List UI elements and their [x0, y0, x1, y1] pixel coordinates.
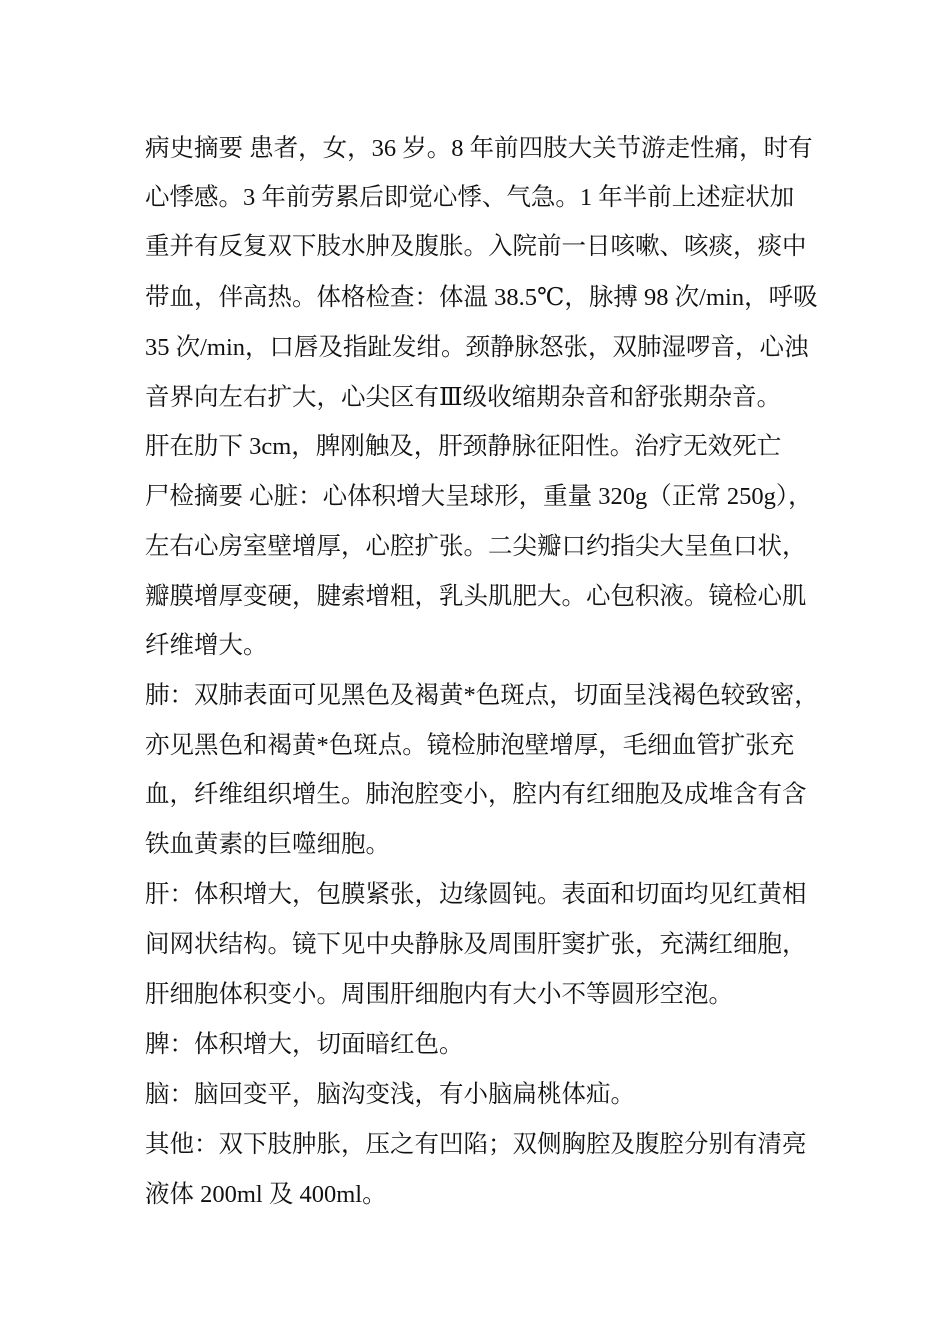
text-line: 瓣膜增厚变硬，腱索增粗，乳头肌肥大。心包积液。镜检心肌 [145, 583, 807, 610]
text-line: 血，纤维组织增生。肺泡腔变小，腔内有红细胞及成堆含有含 [145, 781, 807, 808]
text-line: 病史摘要 患者，女，36 岁。8 年前四肢大关节游走性痛，时有 [145, 135, 813, 162]
text-line: 左右心房室壁增厚，心腔扩张。二尖瓣口约指尖大呈鱼口状， [145, 533, 807, 560]
text-line: 肝细胞体积变小。周围肝细胞内有大小不等圆形空泡。 [145, 981, 733, 1008]
text-line: 其他：双下肢肿胀，压之有凹陷；双侧胸腔及腹腔分别有清亮 [145, 1131, 807, 1158]
text-line: 肺：双肺表面可见黑色及褐黄*色斑点，切面呈浅褐色较致密， [145, 682, 819, 709]
text-line: 肝在肋下 3cm，脾刚触及，肝颈静脉征阳性。治疗无效死亡 [145, 433, 782, 460]
text-line: 带血，伴高热。体格检查：体温 38.5℃，脉搏 98 次/min，呼吸 [145, 284, 818, 311]
text-line: 35 次/min，口唇及指趾发绀。颈静脉怒张，双肺湿啰音，心浊 [145, 334, 809, 361]
text-line: 音界向左右扩大，心尖区有Ⅲ级收缩期杂音和舒张期杂音。 [145, 384, 782, 411]
text-line: 尸检摘要 心脏：心体积增大呈球形，重量 320g（正常 250g）， [145, 483, 813, 510]
text-line: 脑：脑回变平，脑沟变浅，有小脑扁桃体疝。 [145, 1081, 635, 1108]
text-line: 铁血黄素的巨噬细胞。 [145, 831, 390, 858]
text-line: 纤维增大。 [145, 632, 268, 659]
text-line: 脾：体积增大，切面暗红色。 [145, 1031, 464, 1058]
text-line: 间网状结构。镜下见中央静脉及周围肝窦扩张，充满红细胞， [145, 931, 807, 958]
text-line: 心悸感。3 年前劳累后即觉心悸、气急。1 年半前上述症状加 [145, 184, 795, 211]
text-line: 亦见黑色和褐黄*色斑点。镜检肺泡壁增厚，毛细血管扩张充 [145, 732, 795, 759]
text-line: 重并有反复双下肢水肿及腹胀。入院前一日咳嗽、咳痰，痰中 [145, 233, 807, 260]
text-line: 肝：体积增大，包膜紧张，边缘圆钝。表面和切面均见红黄相 [145, 881, 807, 908]
text-line: 液体 200ml 及 400ml。 [145, 1181, 387, 1208]
